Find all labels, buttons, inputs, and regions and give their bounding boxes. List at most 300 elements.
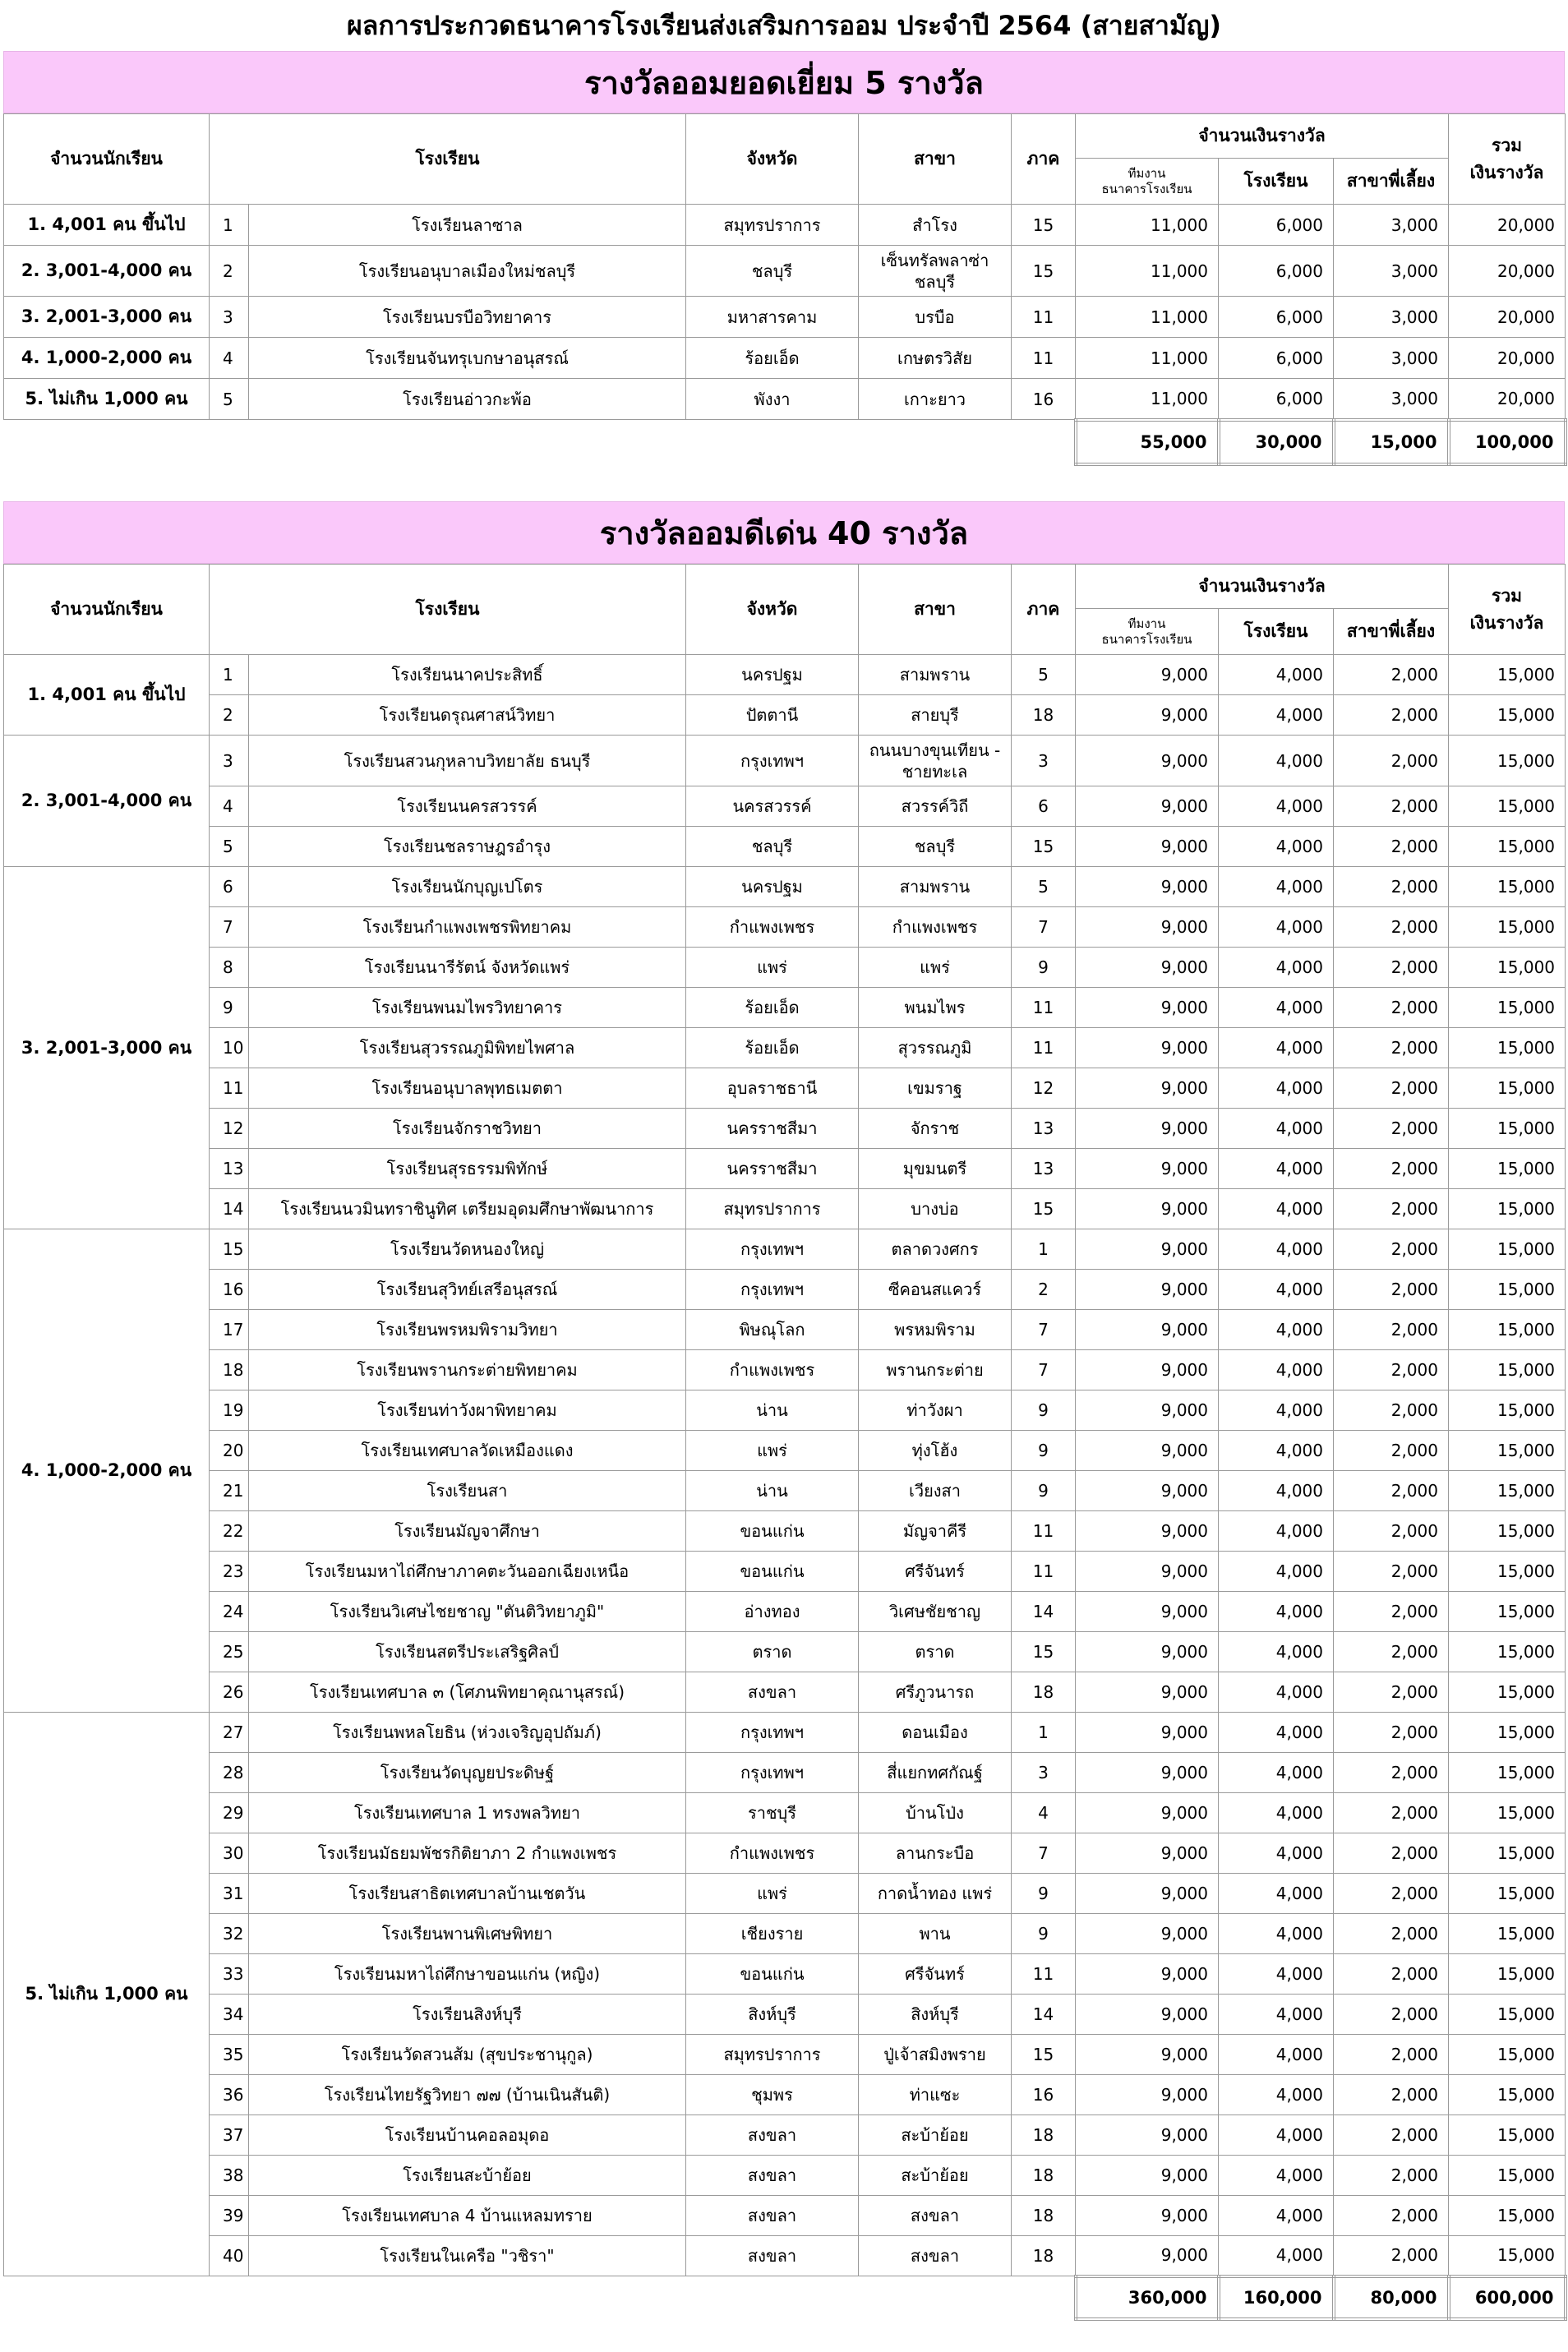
branch: ตราด	[859, 1632, 1012, 1672]
row-number: 26	[210, 1672, 249, 1713]
amount-mentor: 2,000	[1334, 1431, 1449, 1471]
school-name: โรงเรียนเทศบาลวัดเหมืองแดง	[249, 1431, 686, 1471]
amount-total: 15,000	[1449, 1753, 1566, 1793]
amount-mentor: 2,000	[1334, 1350, 1449, 1390]
region: 14	[1012, 1995, 1076, 2035]
amount-mentor: 3,000	[1334, 205, 1449, 246]
amount-total: 15,000	[1449, 1028, 1566, 1068]
branch: เกษตรวิสัย	[859, 338, 1012, 379]
amount-total: 15,000	[1449, 2196, 1566, 2236]
school-name: โรงเรียนดรุณศาสน์วิทยา	[249, 695, 686, 736]
amount-school: 4,000	[1219, 2075, 1334, 2115]
row-number: 15	[210, 1229, 249, 1270]
section-excellent-awards	[3, 51, 1565, 466]
amount-mentor: 3,000	[1334, 246, 1449, 297]
amount-school: 6,000	[1219, 338, 1334, 379]
amount-total: 15,000	[1449, 1672, 1566, 1713]
amount-mentor: 2,000	[1334, 736, 1449, 786]
amount-school: 4,000	[1219, 736, 1334, 786]
amount-school: 4,000	[1219, 1511, 1334, 1552]
amount-team: 9,000	[1076, 1028, 1219, 1068]
branch: สงขลา	[859, 2236, 1012, 2276]
row-number: 38	[210, 2156, 249, 2196]
section-outstanding-awards	[3, 501, 1565, 2321]
table-row	[4, 1914, 1566, 1954]
province: สิงห์บุรี	[686, 1995, 859, 2035]
province: แพร่	[686, 1431, 859, 1471]
total-team: 55,000	[1076, 420, 1219, 464]
table-row	[4, 1954, 1566, 1995]
region: 18	[1012, 695, 1076, 736]
header-school: โรงเรียน	[210, 565, 686, 655]
amount-team: 9,000	[1076, 2156, 1219, 2196]
student-band: 5. ไม่เกิน 1,000 คน	[4, 379, 210, 420]
amount-school: 4,000	[1219, 2156, 1334, 2196]
amount-school: 4,000	[1219, 1390, 1334, 1431]
province: นครราชสีมา	[686, 1149, 859, 1189]
region: 15	[1012, 1632, 1076, 1672]
row-number: 2	[210, 246, 249, 297]
branch: ดอนเมือง	[859, 1713, 1012, 1753]
header-province: จังหวัด	[686, 565, 859, 655]
amount-team: 9,000	[1076, 1713, 1219, 1753]
region: 9	[1012, 1390, 1076, 1431]
school-name: โรงเรียนบรบือวิทยาคาร	[249, 297, 686, 338]
region: 9	[1012, 1471, 1076, 1511]
amount-mentor: 2,000	[1334, 1592, 1449, 1632]
row-number: 4	[210, 786, 249, 827]
row-number: 2	[210, 695, 249, 736]
branch: ศรีจันทร์	[859, 1552, 1012, 1592]
table-row	[4, 1793, 1566, 1833]
row-number: 14	[210, 1189, 249, 1229]
province: อ่างทอง	[686, 1592, 859, 1632]
amount-total: 15,000	[1449, 1995, 1566, 2035]
amount-school: 4,000	[1219, 655, 1334, 695]
amount-mentor: 2,000	[1334, 1310, 1449, 1350]
region: 6	[1012, 786, 1076, 827]
header-prize-amount: จำนวนเงินรางวัล	[1076, 114, 1449, 159]
amount-team: 9,000	[1076, 1954, 1219, 1995]
region: 3	[1012, 1753, 1076, 1793]
region: 15	[1012, 2035, 1076, 2075]
table-row	[4, 1672, 1566, 1713]
row-number: 3	[210, 736, 249, 786]
branch: บรบือ	[859, 297, 1012, 338]
amount-school: 4,000	[1219, 1833, 1334, 1874]
table-row	[4, 2196, 1566, 2236]
region: 7	[1012, 907, 1076, 948]
amount-total: 15,000	[1449, 1431, 1566, 1471]
amount-mentor: 2,000	[1334, 1954, 1449, 1995]
amount-team: 9,000	[1076, 1270, 1219, 1310]
amount-school: 4,000	[1219, 1028, 1334, 1068]
amount-mentor: 3,000	[1334, 379, 1449, 420]
branch: บางบ่อ	[859, 1189, 1012, 1229]
region: 13	[1012, 1109, 1076, 1149]
branch: สะบ้าย้อย	[859, 2156, 1012, 2196]
amount-team: 9,000	[1076, 1914, 1219, 1954]
region: 5	[1012, 655, 1076, 695]
region: 15	[1012, 246, 1076, 297]
province: กำแพงเพชร	[686, 1350, 859, 1390]
region: 18	[1012, 2236, 1076, 2276]
school-name: โรงเรียนมหาไถ่ศึกษาภาคตะวันออกเฉียงเหนือ	[249, 1552, 686, 1592]
school-name: โรงเรียนอนุบาลพุทธเมตตา	[249, 1068, 686, 1109]
table-row	[4, 1511, 1566, 1552]
table-row	[4, 1833, 1566, 1874]
province: น่าน	[686, 1390, 859, 1431]
province: ชุมพร	[686, 2075, 859, 2115]
province: สงขลา	[686, 2196, 859, 2236]
table-row	[4, 1270, 1566, 1310]
school-name: โรงเรียนพานพิเศษพิทยา	[249, 1914, 686, 1954]
amount-total: 15,000	[1449, 1471, 1566, 1511]
province: สงขลา	[686, 2236, 859, 2276]
amount-mentor: 2,000	[1334, 1995, 1449, 2035]
amount-total: 20,000	[1449, 246, 1566, 297]
branch: พรานกระต่าย	[859, 1350, 1012, 1390]
row-number: 35	[210, 2035, 249, 2075]
amount-school: 4,000	[1219, 867, 1334, 907]
region: 1	[1012, 1713, 1076, 1753]
student-band: 3. 2,001-3,000 คน	[4, 297, 210, 338]
table-row	[4, 827, 1566, 867]
province: พังงา	[686, 379, 859, 420]
region: 15	[1012, 205, 1076, 246]
branch: สายบุรี	[859, 695, 1012, 736]
branch: ศรีภูวนารถ	[859, 1672, 1012, 1713]
table-row	[4, 786, 1566, 827]
table-row	[4, 695, 1566, 736]
header-branch: สาขา	[859, 114, 1012, 205]
amount-school: 4,000	[1219, 2035, 1334, 2075]
school-name: โรงเรียนพหลโยธิน (ห่วงเจริญอุปถัมภ์)	[249, 1713, 686, 1753]
table-row	[4, 1431, 1566, 1471]
row-number: 32	[210, 1914, 249, 1954]
table-row	[4, 1149, 1566, 1189]
amount-mentor: 2,000	[1334, 1471, 1449, 1511]
section-title: รางวัลออมดีเด่น 40 รางวัล	[3, 501, 1565, 564]
header-region: ภาค	[1012, 565, 1076, 655]
school-name: โรงเรียนชลราษฎรอำรุง	[249, 827, 686, 867]
amount-team: 9,000	[1076, 948, 1219, 988]
amount-total: 15,000	[1449, 1350, 1566, 1390]
region: 18	[1012, 1672, 1076, 1713]
amount-school: 4,000	[1219, 1149, 1334, 1189]
school-name: โรงเรียนสะบ้าย้อย	[249, 2156, 686, 2196]
amount-mentor: 2,000	[1334, 988, 1449, 1028]
header-team-line2: ธนาคารโรงเรียน	[1101, 181, 1192, 196]
province: แพร่	[686, 948, 859, 988]
student-band: 2. 3,001-4,000 คน	[4, 246, 210, 297]
table-row	[4, 1995, 1566, 2035]
table-row	[4, 1068, 1566, 1109]
amount-total: 15,000	[1449, 1310, 1566, 1350]
row-number: 5	[210, 827, 249, 867]
amount-school: 4,000	[1219, 695, 1334, 736]
amount-total: 15,000	[1449, 1713, 1566, 1753]
province: สงขลา	[686, 1672, 859, 1713]
amount-total: 15,000	[1449, 867, 1566, 907]
table-row	[4, 1552, 1566, 1592]
region: 13	[1012, 1149, 1076, 1189]
school-name: โรงเรียนลาซาล	[249, 205, 686, 246]
header-team-line1: ทีมงาน	[1128, 165, 1166, 181]
table-row	[4, 1350, 1566, 1390]
row-number: 3	[210, 297, 249, 338]
branch: พรหมพิราม	[859, 1310, 1012, 1350]
amount-school: 6,000	[1219, 379, 1334, 420]
province: นครสวรรค์	[686, 786, 859, 827]
province: ร้อยเอ็ด	[686, 988, 859, 1028]
amount-team: 9,000	[1076, 1753, 1219, 1793]
province: ร้อยเอ็ด	[686, 338, 859, 379]
amount-team: 9,000	[1076, 1229, 1219, 1270]
region: 18	[1012, 2115, 1076, 2156]
row-number: 39	[210, 2196, 249, 2236]
amount-team: 9,000	[1076, 1068, 1219, 1109]
outstanding-awards-table	[3, 564, 1567, 2321]
amount-total: 20,000	[1449, 379, 1566, 420]
amount-school: 4,000	[1219, 2115, 1334, 2156]
branch: จักราช	[859, 1109, 1012, 1149]
amount-total: 15,000	[1449, 1833, 1566, 1874]
branch: บ้านโป่ง	[859, 1793, 1012, 1833]
school-name: โรงเรียนพรานกระต่ายพิทยาคม	[249, 1350, 686, 1390]
table-row	[4, 1874, 1566, 1914]
branch: สุวรรณภูมิ	[859, 1028, 1012, 1068]
province: ขอนแก่น	[686, 1954, 859, 1995]
province: กำแพงเพชร	[686, 907, 859, 948]
school-name: โรงเรียนสตรีประเสริฐศิลป์	[249, 1632, 686, 1672]
province: กรุงเทพฯ	[686, 1753, 859, 1793]
amount-team: 9,000	[1076, 1632, 1219, 1672]
province: น่าน	[686, 1471, 859, 1511]
school-name: โรงเรียนอ่าวกะพ้อ	[249, 379, 686, 420]
amount-mentor: 2,000	[1334, 867, 1449, 907]
amount-team: 9,000	[1076, 1511, 1219, 1552]
amount-total: 15,000	[1449, 2115, 1566, 2156]
branch: สงขลา	[859, 2196, 1012, 2236]
branch: ตลาดวงศกร	[859, 1229, 1012, 1270]
row-number: 20	[210, 1431, 249, 1471]
student-band: 3. 2,001-3,000 คน	[4, 867, 210, 1229]
province: นครปฐม	[686, 655, 859, 695]
amount-school: 4,000	[1219, 1189, 1334, 1229]
student-band: 2. 3,001-4,000 คน	[4, 736, 210, 867]
province: ตราด	[686, 1632, 859, 1672]
amount-total: 15,000	[1449, 1632, 1566, 1672]
province: กรุงเทพฯ	[686, 1713, 859, 1753]
student-band: 5. ไม่เกิน 1,000 คน	[4, 1713, 210, 2276]
amount-total: 15,000	[1449, 1954, 1566, 1995]
amount-total: 15,000	[1449, 1793, 1566, 1833]
amount-team: 9,000	[1076, 1874, 1219, 1914]
branch: กาดน้ำทอง แพร่	[859, 1874, 1012, 1914]
amount-team: 9,000	[1076, 695, 1219, 736]
amount-mentor: 2,000	[1334, 2115, 1449, 2156]
branch: แพร่	[859, 948, 1012, 988]
header-school-amount: โรงเรียน	[1219, 609, 1334, 655]
amount-mentor: 3,000	[1334, 297, 1449, 338]
amount-team: 9,000	[1076, 2236, 1219, 2276]
amount-mentor: 2,000	[1334, 1632, 1449, 1672]
amount-team: 11,000	[1076, 297, 1219, 338]
amount-total: 15,000	[1449, 1552, 1566, 1592]
amount-total: 15,000	[1449, 655, 1566, 695]
amount-school: 4,000	[1219, 1954, 1334, 1995]
region: 9	[1012, 1431, 1076, 1471]
branch: เซ็นทรัลพลาซ่า ชลบุรี	[859, 246, 1012, 297]
amount-school: 4,000	[1219, 1713, 1334, 1753]
amount-school: 4,000	[1219, 1995, 1334, 2035]
table-row	[4, 1592, 1566, 1632]
amount-total: 15,000	[1449, 2156, 1566, 2196]
amount-total: 15,000	[1449, 786, 1566, 827]
amount-team: 9,000	[1076, 1189, 1219, 1229]
school-name: โรงเรียนสิงห์บุรี	[249, 1995, 686, 2035]
row-number: 33	[210, 1954, 249, 1995]
region: 5	[1012, 867, 1076, 907]
region: 9	[1012, 948, 1076, 988]
province: นครราชสีมา	[686, 1109, 859, 1149]
amount-mentor: 2,000	[1334, 907, 1449, 948]
amount-team: 9,000	[1076, 736, 1219, 786]
table-row	[4, 2236, 1566, 2276]
province: แพร่	[686, 1874, 859, 1914]
amount-team: 9,000	[1076, 1552, 1219, 1592]
branch: กำแพงเพชร	[859, 907, 1012, 948]
amount-school: 4,000	[1219, 1753, 1334, 1793]
amount-mentor: 2,000	[1334, 948, 1449, 988]
branch: ศรีจันทร์	[859, 1954, 1012, 1995]
row-number: 1	[210, 655, 249, 695]
branch: มุขมนตรี	[859, 1149, 1012, 1189]
amount-mentor: 2,000	[1334, 2075, 1449, 2115]
total-team: 360,000	[1076, 2276, 1219, 2319]
row-number: 7	[210, 907, 249, 948]
amount-total: 15,000	[1449, 1270, 1566, 1310]
amount-team: 9,000	[1076, 1149, 1219, 1189]
branch: เวียงสา	[859, 1471, 1012, 1511]
row-number: 9	[210, 988, 249, 1028]
amount-team: 9,000	[1076, 1471, 1219, 1511]
amount-team: 9,000	[1076, 2075, 1219, 2115]
region: 11	[1012, 1552, 1076, 1592]
branch: ทุ่งโฮ้ง	[859, 1431, 1012, 1471]
amount-school: 6,000	[1219, 205, 1334, 246]
excellent-awards-table	[3, 113, 1567, 466]
amount-team: 9,000	[1076, 1592, 1219, 1632]
school-name: โรงเรียนสุรธรรมพิทักษ์	[249, 1149, 686, 1189]
school-name: โรงเรียนพนมไพรวิทยาคาร	[249, 988, 686, 1028]
school-name: โรงเรียนนวมินทราชินูทิศ เตรียมอุดมศึกษาพัฒนาการ	[249, 1189, 686, 1229]
region: 7	[1012, 1350, 1076, 1390]
province: ชลบุรี	[686, 827, 859, 867]
branch: ถนนบางขุนเทียน - ชายทะเล	[859, 736, 1012, 786]
row-number: 4	[210, 338, 249, 379]
amount-team: 9,000	[1076, 655, 1219, 695]
school-name: โรงเรียนในเครือ "วชิรา"	[249, 2236, 686, 2276]
table-row	[4, 1109, 1566, 1149]
amount-mentor: 2,000	[1334, 2156, 1449, 2196]
row-number: 36	[210, 2075, 249, 2115]
school-name: โรงเรียนมัญจาศึกษา	[249, 1511, 686, 1552]
branch: สวรรค์วิถี	[859, 786, 1012, 827]
table-row	[4, 379, 1566, 420]
school-name: โรงเรียนสาธิตเทศบาลบ้านเชตวัน	[249, 1874, 686, 1914]
row-number: 24	[210, 1592, 249, 1632]
school-name: โรงเรียนวัดบุญยประดิษฐ์	[249, 1753, 686, 1793]
school-name: โรงเรียนสุวิทย์เสรีอนุสรณ์	[249, 1270, 686, 1310]
school-name: โรงเรียนไทยรัฐวิทยา ๗๗ (บ้านเนินสันติ)	[249, 2075, 686, 2115]
amount-total: 15,000	[1449, 1229, 1566, 1270]
table-row	[4, 1310, 1566, 1350]
row-number: 8	[210, 948, 249, 988]
total-school-amount: 160,000	[1219, 2276, 1334, 2319]
amount-mentor: 2,000	[1334, 1189, 1449, 1229]
province: กำแพงเพชร	[686, 1833, 859, 1874]
header-total	[1449, 114, 1566, 205]
row-number: 21	[210, 1471, 249, 1511]
amount-school: 6,000	[1219, 246, 1334, 297]
region: 16	[1012, 2075, 1076, 2115]
amount-mentor: 2,000	[1334, 1672, 1449, 1713]
amount-school: 4,000	[1219, 948, 1334, 988]
province: ชลบุรี	[686, 246, 859, 297]
amount-team: 9,000	[1076, 2196, 1219, 2236]
branch: เกาะยาว	[859, 379, 1012, 420]
table-row	[4, 907, 1566, 948]
region: 7	[1012, 1310, 1076, 1350]
row-number: 34	[210, 1995, 249, 2035]
table-row	[4, 867, 1566, 907]
branch: สี่แยกทศกัณฐ์	[859, 1753, 1012, 1793]
table-row	[4, 1632, 1566, 1672]
amount-team: 11,000	[1076, 246, 1219, 297]
region: 16	[1012, 379, 1076, 420]
row-number: 25	[210, 1632, 249, 1672]
header-school: โรงเรียน	[210, 114, 686, 205]
row-number: 13	[210, 1149, 249, 1189]
province: มหาสารคาม	[686, 297, 859, 338]
school-name: โรงเรียนนารีรัตน์ จังหวัดแพร่	[249, 948, 686, 988]
branch: ท่าแซะ	[859, 2075, 1012, 2115]
region: 1	[1012, 1229, 1076, 1270]
amount-total: 15,000	[1449, 2236, 1566, 2276]
row-number: 40	[210, 2236, 249, 2276]
table-row	[4, 2156, 1566, 2196]
table-row	[4, 246, 1566, 297]
region: 12	[1012, 1068, 1076, 1109]
amount-school: 4,000	[1219, 1874, 1334, 1914]
amount-school: 4,000	[1219, 1068, 1334, 1109]
header-team	[1076, 159, 1219, 205]
branch: ชลบุรี	[859, 827, 1012, 867]
branch: ท่าวังผา	[859, 1390, 1012, 1431]
school-name: โรงเรียนวิเศษไชยชาญ "ตันติวิทยาภูมิ"	[249, 1592, 686, 1632]
table-row	[4, 2115, 1566, 2156]
header-total-line2: เงินรางวัล	[1469, 162, 1544, 182]
amount-team: 9,000	[1076, 1672, 1219, 1713]
row-number: 28	[210, 1753, 249, 1793]
branch: ซีคอนสแควร์	[859, 1270, 1012, 1310]
province: ขอนแก่น	[686, 1511, 859, 1552]
header-team-line1: ทีมงาน	[1128, 616, 1166, 631]
region: 18	[1012, 2156, 1076, 2196]
amount-school: 4,000	[1219, 1552, 1334, 1592]
